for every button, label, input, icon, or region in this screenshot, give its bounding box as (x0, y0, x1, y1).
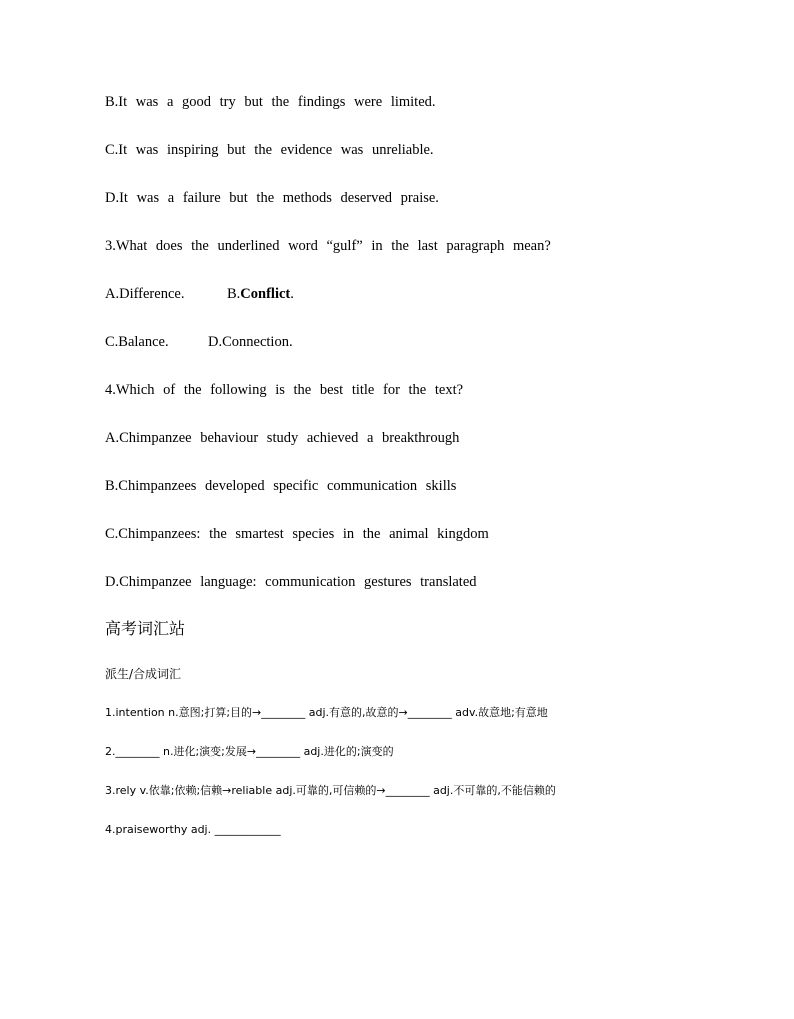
vocab-item-1: 1.intention n.意图;打算;目的→________ adj.有意的,故意的→________ adv.故意地;有意地 (105, 706, 548, 719)
q2-option-c: C.It was inspiring but the evidence was unreliable. (105, 142, 434, 158)
q4-option-d: D.Chimpanzee language: communication gestures translated (105, 574, 477, 590)
q4-option-c: C.Chimpanzees: the smartest species in the animal kingdom (105, 526, 489, 542)
q2-option-b: B.It was a good try but the findings were limited. (105, 94, 436, 110)
q3-stem: 3.What does the underlined word “gulf” in the last paragraph mean? (105, 238, 551, 254)
vocab-subtitle: 派生/合成词汇 (105, 667, 182, 681)
q4-stem: 4.Which of the following is the best title for the text? (105, 382, 464, 398)
vocab-item-2: 2.________ n.进化;演变;发展→________ adj.进化的;演变的 (105, 745, 394, 758)
q4-option-b: B.Chimpanzees developed specific communication skills (105, 478, 457, 494)
q3-option-b-prefix: B. (227, 286, 241, 302)
vocab-title: 高考词汇站 (105, 619, 186, 638)
q4-option-a: A.Chimpanzee behaviour study achieved a breakthrough (105, 430, 460, 446)
q2-option-d: D.It was a failure but the methods deserved praise. (105, 190, 439, 206)
q3-option-b-suffix: . (290, 286, 294, 302)
vocab-item-3: 3.rely v.依靠;依赖;信赖→reliable adj.可靠的,可信赖的→________ adj.不可靠的,不能信赖的 (105, 784, 556, 797)
vocab-item-4: 4.praiseworthy adj. ____________ (105, 823, 281, 836)
q3-option-c: C.Balance. (105, 334, 169, 350)
q3-option-b (227, 285, 294, 303)
q3-option-b-word: Conflict (240, 286, 291, 302)
q3-option-a: A.Difference. (105, 286, 185, 302)
q3-option-d: D.Connection. (208, 334, 293, 350)
